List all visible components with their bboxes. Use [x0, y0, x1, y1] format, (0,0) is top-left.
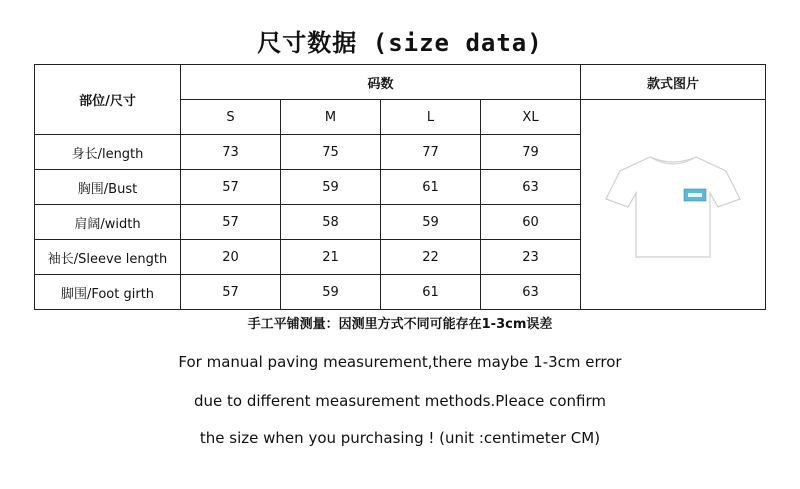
- size-label-xl: XL: [481, 100, 581, 135]
- size-table: [34, 64, 766, 310]
- cell-value: 21: [281, 240, 381, 275]
- cell-value: 75: [281, 135, 381, 170]
- cell-value: 61: [381, 170, 481, 205]
- cell-value: 59: [381, 205, 481, 240]
- size-label-s: S: [181, 100, 281, 135]
- cell-value: 22: [381, 240, 481, 275]
- cell-value: 63: [481, 275, 581, 310]
- cell-value: 58: [281, 205, 381, 240]
- size-label-l: L: [381, 100, 481, 135]
- row-label: 肩阔/width: [35, 205, 181, 240]
- cell-value: 63: [481, 170, 581, 205]
- size-code-header: 码数: [181, 65, 581, 100]
- style-image-header: 款式图片: [581, 65, 766, 100]
- cell-value: 77: [381, 135, 481, 170]
- cell-value: 57: [181, 170, 281, 205]
- cell-value: 57: [181, 275, 281, 310]
- measurement-note-en-line2: due to different measurement methods.Pleace confirm: [193, 392, 607, 410]
- cell-value: 20: [181, 240, 281, 275]
- row-label: 脚围/Foot girth: [35, 275, 181, 310]
- measurement-note-en-line3: the size when you purchasing ! (unit :centimeter CM): [199, 429, 601, 447]
- measurement-note-cn: 手工平铺测量：因测里方式不同可能存在1-3cm误差: [247, 317, 553, 332]
- cell-value: 61: [381, 275, 481, 310]
- product-image: [581, 145, 765, 265]
- product-image-cell: [581, 100, 766, 310]
- cell-value: 79: [481, 135, 581, 170]
- row-label: 袖长/Sleeve length: [35, 240, 181, 275]
- cell-value: 59: [281, 170, 381, 205]
- cell-value: 59: [281, 275, 381, 310]
- row-label: 胸围/Bust: [35, 170, 181, 205]
- cell-value: 73: [181, 135, 281, 170]
- size-label-m: M: [281, 100, 381, 135]
- tshirt-icon: [598, 145, 748, 265]
- row-label: 身长/length: [35, 135, 181, 170]
- cell-value: 60: [481, 205, 581, 240]
- cell-value: 57: [181, 205, 281, 240]
- cell-value: 23: [481, 240, 581, 275]
- measurement-note-en-line1: For manual paving measurement,there maybe 1-3cm error: [178, 353, 622, 371]
- part-size-header: 部位/尺寸: [35, 65, 181, 135]
- page-title: 尺寸数据 (size data): [257, 29, 543, 57]
